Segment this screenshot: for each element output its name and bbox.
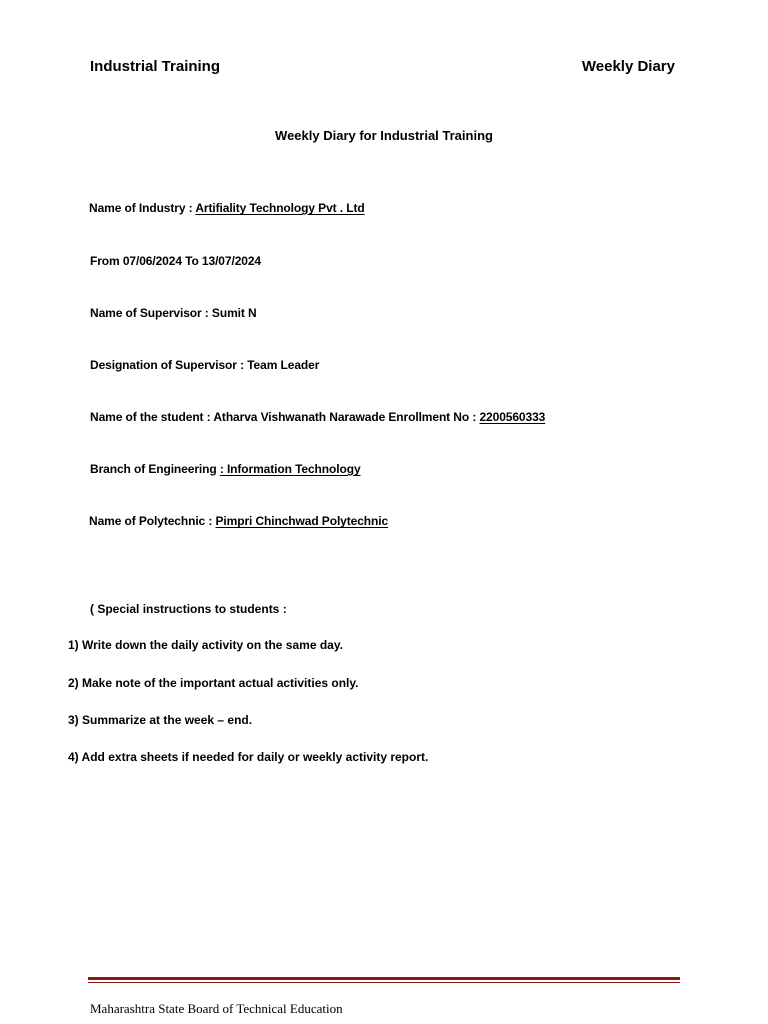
instruction-item: 3) Summarize at the week – end. bbox=[68, 713, 253, 727]
branch-label: Branch of Engineering bbox=[90, 462, 220, 476]
student-row bbox=[90, 410, 545, 424]
footer-rule-thick bbox=[88, 977, 680, 980]
branch-row bbox=[90, 462, 361, 476]
polytechnic-row bbox=[89, 514, 388, 528]
instruction-item: 1) Write down the daily activity on the same day. bbox=[68, 638, 343, 652]
branch-value: : Information Technology bbox=[219, 462, 361, 476]
period-row: From 07/06/2024 To 13/07/2024 bbox=[90, 254, 261, 268]
student-label: Name of the student : Atharva Vishwanath Narawade Enrollment No : bbox=[90, 410, 480, 424]
polytechnic-value: Pimpri Chinchwad Polytechnic bbox=[215, 514, 389, 528]
industry-label: Name of Industry : bbox=[89, 201, 196, 215]
footer-rule-thin bbox=[88, 982, 680, 983]
document-title: Weekly Diary for Industrial Training bbox=[275, 128, 493, 143]
instructions-heading: ( Special instructions to students : bbox=[90, 602, 287, 616]
industry-value: Artifiality Technology Pvt . Ltd bbox=[195, 201, 365, 215]
enrollment-value: 2200560333 bbox=[479, 410, 546, 424]
header-right-title: Weekly Diary bbox=[581, 58, 675, 75]
footer-text: Maharashtra State Board of Technical Education bbox=[90, 1001, 343, 1016]
instruction-item: 2) Make note of the important actual activities only. bbox=[68, 676, 359, 690]
industry-row bbox=[89, 201, 365, 215]
designation-row: Designation of Supervisor : Team Leader bbox=[90, 358, 320, 372]
header-left-title: Industrial Training bbox=[90, 58, 221, 75]
instruction-item: 4) Add extra sheets if needed for daily or weekly activity report. bbox=[68, 750, 429, 764]
polytechnic-label: Name of Polytechnic : bbox=[89, 514, 216, 528]
supervisor-row: Name of Supervisor : Sumit N bbox=[90, 306, 257, 320]
